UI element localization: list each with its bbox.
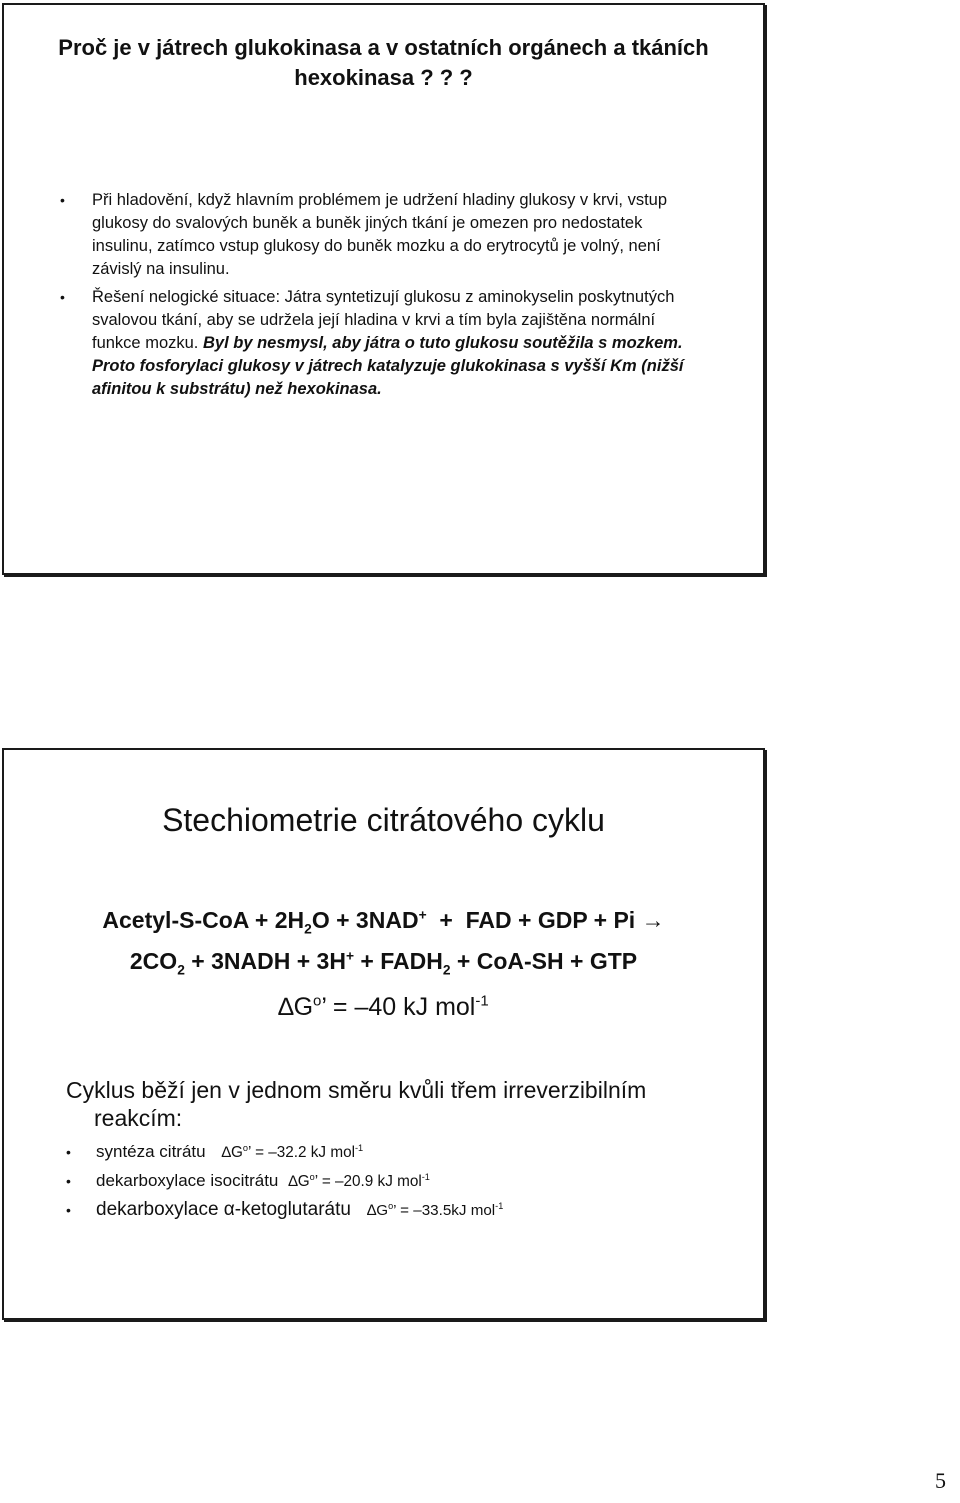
eq-sup: o xyxy=(309,1171,315,1182)
equation-products xyxy=(4,946,763,976)
bullet-list xyxy=(60,189,700,406)
eq-sup: -1 xyxy=(495,1200,504,1211)
reaction-name: dekarboxylace xyxy=(96,1199,224,1220)
list-item xyxy=(60,286,700,401)
bullet-emphasis: Byl by nesmysl, aby játra o tuto glukosu soutěžila s mozkem. Proto fosforylaci glukosy v játrech katalyzuje glukokinasa s vyšší Km (nižší afinitou k substrátu) než hexokinasa. xyxy=(92,334,684,398)
eq-sup: + xyxy=(418,907,427,923)
equation-delta-g xyxy=(4,992,763,1022)
reaction-delta-g xyxy=(288,1173,430,1190)
eq-sup: o xyxy=(388,1200,394,1211)
cycle-text: Cyklus běží jen v jednom směru kvůli třem irreverzibilním xyxy=(66,1077,647,1103)
cycle-statement xyxy=(66,1076,746,1132)
arrow-right-icon: → xyxy=(641,907,665,933)
list-item xyxy=(60,189,700,281)
eq-part: Acetyl-S-CoA + 2H xyxy=(102,907,305,933)
eq-part: + FAD + GDP + Pi xyxy=(426,907,642,933)
bullet-icon: • xyxy=(66,1173,71,1189)
cycle-text: reakcím: xyxy=(94,1105,183,1131)
eq-part: O + 3NAD xyxy=(311,907,419,933)
reaction-delta-g xyxy=(367,1202,503,1219)
eq-sup: o xyxy=(313,992,322,1010)
eq-part: ’ = –40 kJ mol xyxy=(321,993,476,1021)
eq-sup: -1 xyxy=(421,1171,430,1182)
delta-g: ∆G xyxy=(366,1202,389,1219)
eq-sup: o xyxy=(242,1142,248,1153)
eq-part: G xyxy=(293,993,314,1021)
delta-g-value: ’ = –33.5kJ mol xyxy=(393,1202,496,1219)
list-item xyxy=(66,1196,746,1225)
slide-glukokinasa xyxy=(2,3,765,575)
bullet-icon: • xyxy=(66,1144,71,1160)
list-item xyxy=(66,1167,746,1196)
eq-sup: + xyxy=(345,948,354,964)
bullet-text: Při hladovění, když hlavním problémem je udržení hladiny glukosy v krvi, vstup glukosy do svalových buněk a buněk jiných tkání je omezen pro nedostatek insulinu, zatímco vstup glukosy do buněk mozku a do erytrocytů je volný, není závislý na insulinu. xyxy=(92,191,668,278)
reaction-name: -ketoglutarátu xyxy=(234,1199,351,1220)
delta-g-value: ’ = –20.9 kJ mol xyxy=(314,1173,422,1190)
eq-sub: 2 xyxy=(304,921,312,937)
eq-sup: -1 xyxy=(354,1142,364,1153)
eq-sub: 2 xyxy=(442,962,451,978)
eq-part: + FADH xyxy=(354,948,443,974)
delta-g: ∆G xyxy=(288,1173,310,1190)
alpha-symbol: α xyxy=(223,1199,235,1220)
equation-reactants xyxy=(4,905,763,935)
bullet-icon: • xyxy=(60,289,65,305)
eq-part: + CoA-SH + GTP xyxy=(450,948,638,974)
slide-title: Proč je v játrech glukokinasa a v ostatních orgánech a tkáních hexokinasa ? ? ? xyxy=(58,35,709,90)
bullet-icon: • xyxy=(66,1202,71,1218)
eq-sup: -1 xyxy=(475,992,489,1010)
delta-g: ∆G xyxy=(221,1144,243,1161)
eq-part: 2CO xyxy=(129,948,178,974)
slide-title: Stechiometrie citrátového cyklu xyxy=(162,802,605,838)
slide-stechiometrie xyxy=(2,748,765,1320)
reaction-name: dekarboxylace isocitrátu xyxy=(96,1171,279,1190)
reaction-delta-g xyxy=(222,1144,364,1161)
page-number: 5 xyxy=(935,1468,946,1493)
eq-part: + 3NADH + 3H xyxy=(184,948,346,974)
bullet-icon: • xyxy=(60,192,65,208)
reaction-name: syntéza citrátu xyxy=(96,1142,206,1161)
delta-g-value: ’ = –32.2 kJ mol xyxy=(247,1144,355,1161)
reaction-list xyxy=(66,1138,746,1225)
delta-icon: ∆ xyxy=(278,993,294,1021)
eq-sub: 2 xyxy=(177,962,185,978)
list-item xyxy=(66,1138,746,1167)
bullet-text: Řešení nelogické situace: Játra syntetizují glukosu z aminokyselin poskytnutých svalovou tkání, aby se udržela její hladina v krvi a tím byla zajištěna normální funkce mozku. xyxy=(92,288,675,352)
